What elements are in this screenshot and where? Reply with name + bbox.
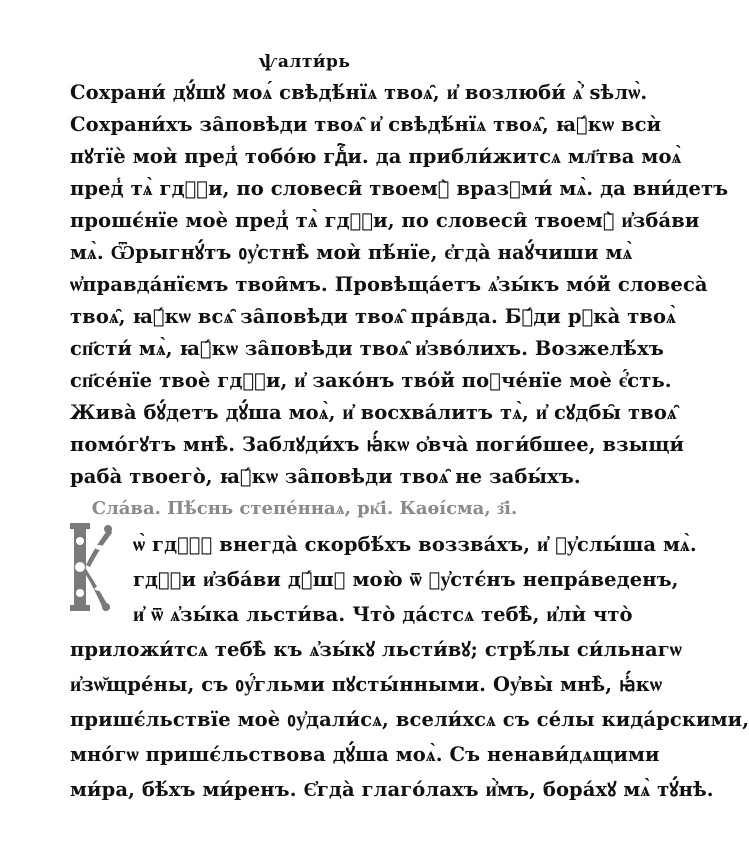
text-line: прошє́нїе моѐ пред̾ тѧ̀ гдⷭ҇и, по словеси̑ твоемꙋ̀ и҆зба́ви [70,209,700,232]
text-line: сп҃сти́ мѧ̀, ꙗ҆́кѡ за̑повѣди твоѧ̑ и҆зво́лихъ. Возжелѣ́хъ [70,337,664,360]
text-line: ѡ̀ гдⷭ҇ꙋ внегда̀ скорбѣ́хъ воззва́хъ, и҆ ᲂу҆слы́ша мѧ̀. [133,533,697,556]
text-line: и҆ ѿ ѧ҆зы́ка льсти́ва. Что̀ да́стсѧ тебѣ̀, и҆лѝ что̀ [133,603,633,626]
running-head: ѱалти́рь [258,52,351,72]
ornamental-k-icon [68,519,114,615]
section-heading: Сла́ва. Пѣ́снь степе́ннаѧ, рк҃і. Каѳі́сма, з҃і. [91,498,518,519]
text-line: твоѧ̑, ꙗ҆́кѡ всѧ̑ за̑повѣди твоѧ̑ пра́вда. Бꙋ́ди рꙋка̀ твоѧ̀ [70,305,677,328]
text-line: помо́гꙋтъ мнѣ̀. Заблꙋди́хъ ꙗ҆́кѡ ѻ҆вча̀ поги́бшее, взыщи́ [70,433,685,456]
text-line: сп҃се́нїе твоѐ гдⷭ҇и, и҆ зако́нъ тво́й поꙋче́нїе моѐ є҆́сть. [70,369,672,392]
text-line: ѡ҆правда́нїємъ твои̑мъ. Провѣща́етъ ѧ҆зы́къ мо́й словеса̀ [70,273,708,296]
text-line: мѧ̀. Ѿрыгнꙋ́тъ ᲂу҆стнѣ̀ моѝ пѣ́нїе, є҆гда̀ наꙋ́чиши мѧ̀ [70,241,633,264]
text-line: приложи́тсѧ тебѣ̀ къ ѧ҆зы́кꙋ льсти́вꙋ; стрѣ́лы си́льнагѡ [70,638,682,661]
text-line: и҆зѡ̆щре́ны, съ ᲂу҆́гльми пꙋсты́нными. Оу҆вы̀ мнѣ̀, ꙗ҆́кѡ [70,673,662,696]
drop-cap-initial [68,519,114,615]
text-line: раба̀ твоего̀, ꙗ҆́кѡ за̑повѣди твоѧ̑ не забы́хъ. [70,465,581,488]
text-line: пред̾ тѧ̀ гдⷭ҇и, по словеси̑ твоемꙋ̀ вразꙋми́ мѧ̀. да вни́детъ [70,177,729,200]
text-line: пришє́льствїе моѐ ᲂу҆дали́сѧ, всели́хсѧ съ се́лы кида́рскими, [70,708,749,731]
text-line: ми́ра, бѣ́хъ ми́ренъ. Є҆гда̀ глаго́лахъ и҆̀мъ, бора́хꙋ мѧ̀ тꙋ́нѣ. [70,778,714,801]
text-line: гдⷭ҇и и҆зба́ви дꙋ́шꙋ мою̀ ѿ ᲂу҆стє́нъ непра́веденъ, [133,568,679,591]
text-line: Сохрани́хъ за̑повѣди твоѧ̑ и҆ свѣдѣ́нїѧ твоѧ̑, ꙗ҆́кѡ всѝ [70,113,662,136]
text-line: мно́гѡ пришє́льствова дꙋ́ша моѧ̀. Съ ненави́дѧщими [70,743,660,766]
text-line: Сохрани́ дꙋ́шꙋ моѧ́ свѣдѣ́нїѧ твоѧ̑, и҆ возлюби́ ѧ҆̀ ѕѣлѡ̀. [70,81,648,104]
text-line: Жива̀ бꙋ́детъ дꙋ́ша моѧ̀, и҆ восхва́литъ тѧ̀, и҆ сꙋдбы̑ твоѧ̑ [70,401,677,424]
text-line: пꙋтїѐ моѝ пред̾ тобо́ю гдⷭ҇и. да прибли́житсѧ мл҃тва моѧ̀ [70,145,682,168]
